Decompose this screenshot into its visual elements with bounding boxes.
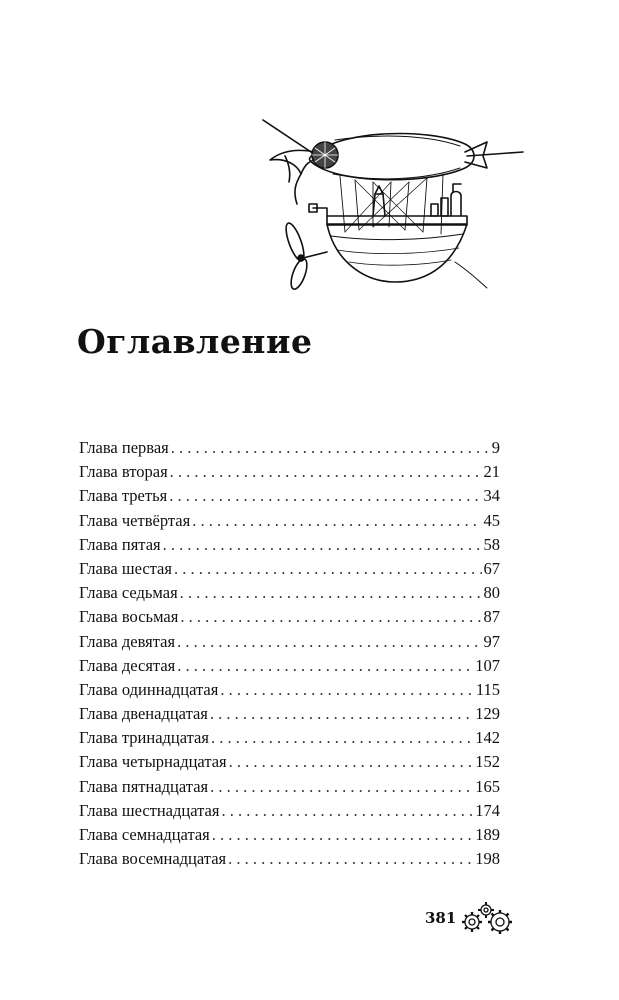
toc-chapter-label: Глава пятая [79,534,161,554]
toc-page-number: 9 [491,438,500,457]
toc-dot-leader [221,799,473,823]
toc-page-number: 174 [475,800,500,820]
toc-chapter-label: Глава первая [79,438,169,457]
toc-page-number: 34 [483,486,500,506]
toc-entry[interactable] [79,775,500,799]
toc-chapter-label: Глава вторая [79,462,168,482]
toc-entry[interactable] [79,847,500,871]
toc-page-number: 58 [483,534,500,554]
toc-chapter-label: Глава одиннадцатая [79,679,219,699]
toc-dot-leader [220,678,474,702]
toc-chapter-label: Глава третья [79,486,168,506]
toc-page-number: 142 [475,728,500,748]
toc-chapter-label: Глава семнадцатая [79,825,210,844]
toc-entry[interactable] [79,702,500,726]
toc-chapter-label: Глава двенадцатая [79,704,208,724]
toc-entry[interactable] [79,726,500,750]
toc-dot-leader [212,823,473,847]
toc-entry[interactable] [79,630,500,654]
toc-page-number: 152 [475,752,500,772]
toc-dot-leader [180,581,482,605]
toc-chapter-label: Глава четвёртая [79,510,191,530]
toc-chapter-label: Глава десятая [79,655,176,675]
toc-chapter-label: Глава пятнадцатая [79,776,209,796]
toc-dot-leader [180,605,481,629]
toc-entry[interactable] [79,678,500,702]
toc-entry[interactable] [79,581,500,605]
toc-entry[interactable] [79,654,500,678]
toc-page-number: 129 [475,704,500,724]
toc-dot-leader [210,775,473,799]
toc-dot-leader [174,557,482,581]
toc-dot-leader [171,436,490,460]
gears-icon [460,900,516,936]
toc-entry[interactable] [79,509,500,533]
airship-icon [255,112,527,292]
toc-dot-leader [228,847,473,871]
toc-page-number: 80 [483,583,500,603]
toc-entry[interactable] [79,557,500,581]
toc-chapter-label: Глава шестая [79,558,172,578]
toc-page-number: 198 [475,849,500,869]
toc-chapter-label: Глава седьмая [79,583,178,603]
table-of-contents [79,436,500,871]
toc-entry[interactable] [79,484,500,508]
toc-chapter-label: Глава девятая [79,631,176,651]
toc-chapter-label: Глава тринадцатая [79,728,209,748]
toc-dot-leader [210,702,473,726]
toc-page-number: 165 [475,776,500,796]
toc-dot-leader [163,533,482,557]
toc-page-number: 97 [483,631,500,651]
toc-entry[interactable] [79,823,500,847]
toc-entry[interactable] [79,750,500,774]
toc-dot-leader [211,726,473,750]
toc-dot-leader [229,750,474,774]
toc-entry[interactable] [79,460,500,484]
toc-chapter-label: Глава шестнадцатая [79,800,220,820]
page-number: 381 [425,909,457,927]
toc-page-number: 87 [483,607,500,627]
toc-entry[interactable] [79,605,500,629]
toc-page-number: 45 [483,510,500,530]
toc-page-number: 189 [475,825,500,844]
toc-dot-leader [177,630,481,654]
toc-page-number: 67 [483,558,500,578]
toc-page-number: 21 [483,462,500,482]
toc-chapter-label: Глава четырнадцатая [79,752,227,772]
toc-entry[interactable] [79,436,500,460]
toc-page-number: 115 [475,679,500,699]
toc-chapter-label: Глава восемнадцатая [79,849,227,869]
toc-dot-leader [177,654,473,678]
toc-dot-leader [169,484,481,508]
toc-chapter-label: Глава восьмая [79,607,179,627]
toc-entry[interactable] [79,533,500,557]
toc-dot-leader [192,509,481,533]
page-footer [425,900,516,936]
toc-page-number: 107 [475,655,500,675]
page-title: Оглавление [77,322,313,361]
toc-dot-leader [170,460,482,484]
airship-illustration [255,112,527,292]
toc-entry[interactable] [79,799,500,823]
